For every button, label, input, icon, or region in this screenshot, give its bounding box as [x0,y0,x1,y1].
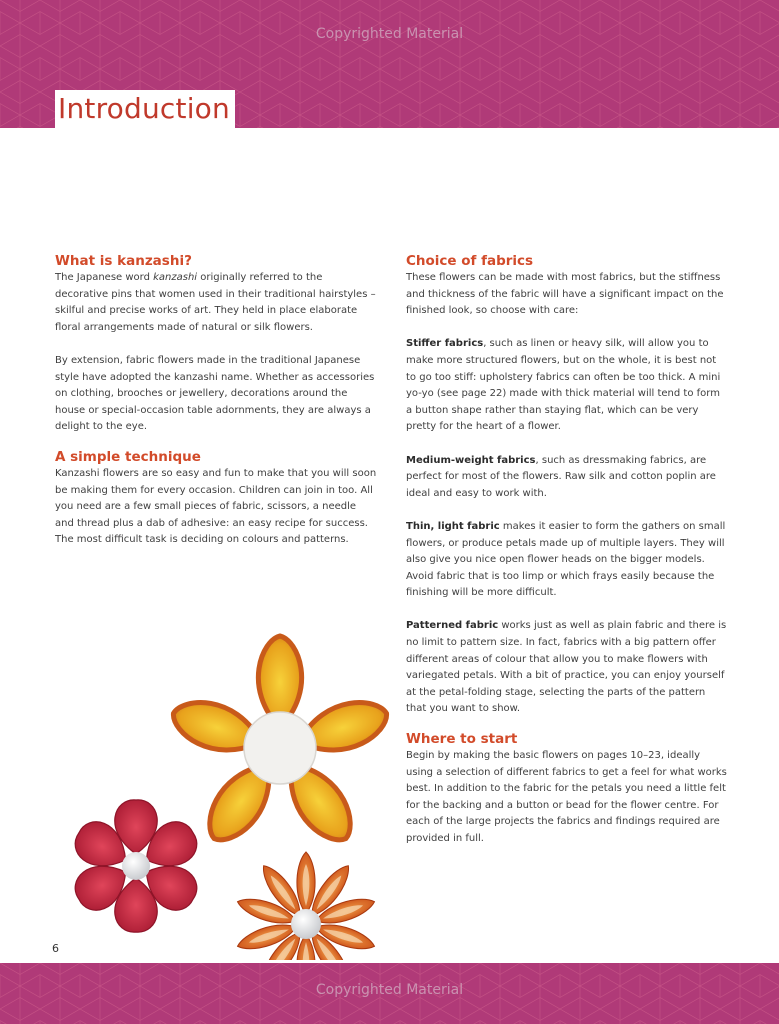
paragraph-thin [406,519,728,602]
term-patterned: Patterned fabric [406,620,499,632]
page-title-box [55,90,235,128]
text-run: works just as well as plain fabric and there is no limit to pattern size. In fact, fabrics with a big pattern offer different areas of colour that allow you to make flowers with variegated petals. With a bit of practice, you can enjoy yourself at the petal-folding stage, selecting the parts of the pattern that you want to show. [406,620,727,715]
watermark-top: Copyrighted Material [315,26,464,42]
paragraph-patterned [406,618,728,718]
red-flower [68,800,204,932]
right-column [406,252,728,848]
text-run: , such as dressmaking fabrics, are perfect for most of the flowers. Raw silk and cotton poplin are ideal and easy to work with. [406,454,716,499]
large-gold-flower [167,636,390,851]
text-run: , such as linen or heavy silk, will allow you to make more structured flowers, but on the whole, it is best not to go too stiff: upholstery fabrics can often be too thick. A mini yo-yo (see page 22) made with thick material will tend to form a button shape rather than staying flat, which can be very pretty for the heart of a flower. [406,338,721,433]
heading-what-is-kanzashi: What is kanzashi? [55,253,192,269]
paragraph-fabrics-intro: These flowers can be made with most fabrics, but the stiffness and thickness of the fabric will have a significant impact on the finished look, so choose with care: [406,272,724,317]
paragraph-medium [406,453,728,503]
term-stiffer: Stiffer fabrics [406,338,484,350]
paragraph-start: Begin by making the basic flowers on pages 10–23, ideally using a selection of different fabrics to get a feel for what works best. In addition to the fabric for the petals you need a little felt for the backing and a button or bead for the flower centre. For each of the large projects the fabrics and findings required are provided in full. [406,750,727,844]
pearl-center [122,852,150,880]
text-run: The Japanese word [55,272,154,283]
paragraph-what-2: By extension, fabric flowers made in the traditional Japanese style have adopted the kanzashi name. Whether as accessories on clothing, brooches or jewellery, decorations around the house or special-occasion table adornments, they are always a delight to the eye. [55,354,375,433]
button-center [244,712,316,784]
term-medium: Medium-weight fabrics [406,454,536,466]
page-number: 6 [52,942,59,955]
heading-simple-technique: A simple technique [55,448,201,465]
orange-flower [235,852,378,960]
pearl-center [291,909,321,939]
italic-term: kanzashi [153,272,198,283]
left-column [55,252,377,549]
kanzashi-flowers-illustration [60,630,390,960]
heading-choice-of-fabrics: Choice of fabrics [406,253,534,269]
text-run: originally referred to the decorative pins that women used in their traditional hairstyles – skilful and precise works of art. They held in place elaborate floral arrangements made of natural or silk flowers. [55,272,376,333]
paragraph-stiffer [406,336,728,436]
text-run: makes it easier to form the gathers on small flowers, or produce petals made up of multiple layers. They will also give you nice open flower heads on the bigger models. Avoid fabric that is too limp or which frays easily because the finishing will be more difficult. [406,520,726,599]
page-title: Introduction [58,92,230,125]
paragraph-technique: Kanzashi flowers are so easy and fun to make that you will soon be making them for every occasion. Children can join in too. All you need are a few small pieces of fabric, scissors, a needle and thread plus a dab of adhesive: an easy recipe for success. The most difficult task is deciding on colours and patterns. [55,467,377,546]
paragraph-what-1 [55,270,377,336]
heading-where-to-start: Where to start [406,731,518,748]
watermark-bottom: Copyrighted Material [315,982,464,998]
term-thin: Thin, light fabric [406,520,500,532]
